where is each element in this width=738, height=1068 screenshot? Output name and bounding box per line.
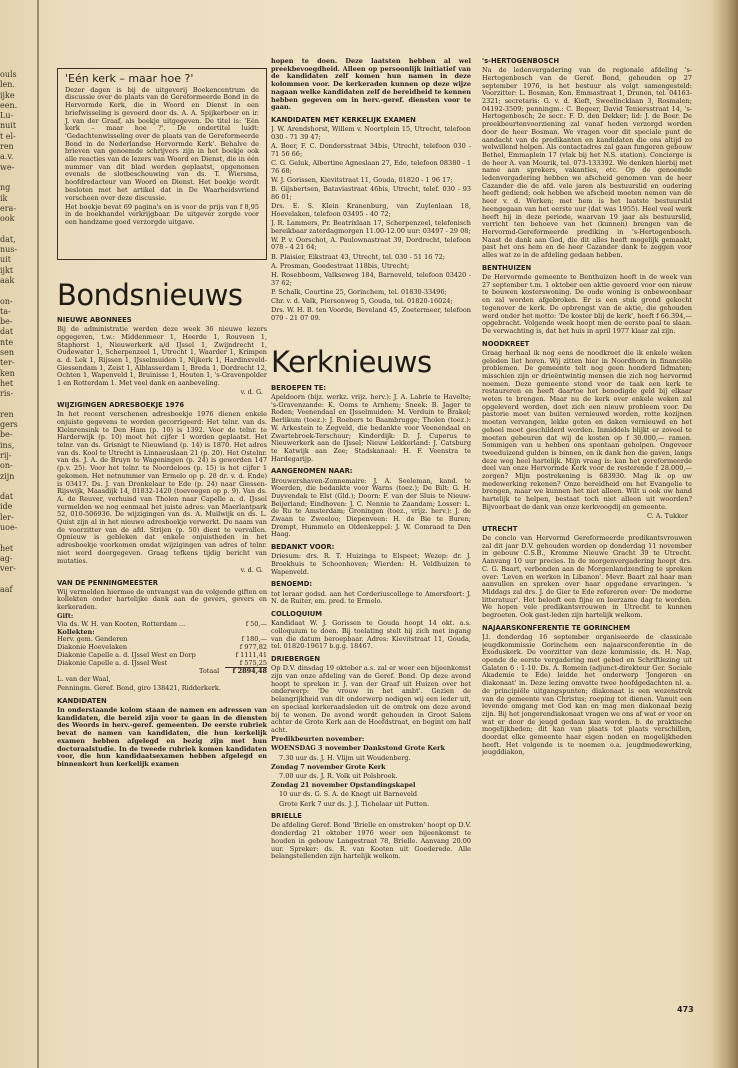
article-heading: KANDIDATEN	[57, 696, 107, 705]
previous-page-fragment: a.v.	[0, 152, 14, 162]
page-number: 473	[677, 1005, 694, 1014]
previous-page-fragment: nus-	[0, 245, 18, 255]
previous-page-fragment	[0, 482, 34, 492]
previous-page-fragment: ouls	[0, 70, 17, 79]
article-heading: BEDANKT VOOR:	[271, 543, 335, 552]
previous-page-fragment: aak	[0, 275, 15, 285]
previous-page-fragment	[0, 224, 34, 234]
candidate-entry: W. J. Gorissen, Kievitstraat 11, Gouda, 01820 - 1 96 17;	[271, 175, 453, 184]
previous-page-fragment	[0, 575, 34, 585]
candidate-entry: Chr. v. d. Valk, Piersonweg 5, Gouda, tel. 01820-16024;	[271, 297, 453, 306]
previous-page-fragment: ijkt	[0, 265, 14, 275]
donation-label: Via ds. W. H. van Kooten, Rotterdam ...	[57, 620, 186, 629]
previous-page-fragment: gers	[0, 420, 18, 430]
candidate-entry: C. G. Geluk, Albertine Agneslaan 27, Ede, telefoon 08380 - 1 76 68;	[271, 158, 471, 175]
previous-page-fragment	[0, 400, 34, 410]
previous-page-fragment: ken	[0, 368, 15, 378]
treasurer-name: L. van der Waal,	[57, 674, 111, 683]
article-heading: BRIELLE	[271, 812, 302, 821]
schedule-list	[271, 745, 471, 808]
article-text: In onderstaande kolom staan de namen en adressen van kandidaten, die bereid zijn voor te gaan in de diensten des Woords in herv.-geref. gemeenten. De eerste rubriek bevat de namen van kandidaten, die hun kerkelijk examen hebben afgelegd en bezig zijn met hun doctoraalstudie. In de tweede rubriek komen kandidaten voor, die hun kandidaatsexamen hebben afgelegd en binnenkort hun kerkelijk examen	[57, 706, 267, 768]
article-subheading: Predikbeurten november:	[271, 735, 365, 744]
previous-page-fragment: dat	[0, 327, 14, 337]
article-heading: AANGENOMEN NAAR:	[271, 467, 353, 476]
article-heading: KANDIDATEN MET KERKELIJK EXAMEN	[271, 115, 416, 124]
article-text: De afdeling Geref. Bond 'Brielle en omstreken' hoopt op D.V. donderdag 21 oktober 1976 weer een bijeenkomst te houden in gebouw Langestraat 78, Brielle. Aanvang 20.00 uur. Spreker: ds. R. van Kooten uit Goederede. Alle belangstellenden zijn hartelijk welkom.	[271, 821, 471, 861]
previous-page-fragment: dat	[0, 492, 14, 502]
article-text: Bij de administratie werden deze week 36 nieuwe lezers opgegeven, t.w.: Middenmeer 1, Heerde 1, Rouveen 1, Staphorst 1, Nieuwerkerk a/d IJssel 1, Zwijndrecht 1, Oudewater 1, Scherpenzeel 1, Utrecht 1, Waarder 1, Krimpen a. d. Lek 1, Rijssen 1, IJsselmuiden 1, Nijkerk 1, Hardinxveld-Giessendam 1, Zeist 1, Alblasserdam 1, Breda 1, Dordrecht 12, Ochten 1, Wapenveld 1, Bruinisse 1, Houten 1, 's-Gravenpolder 1 en Rotterdam 1. Met veel dank en aanbeveling.	[57, 325, 267, 388]
schedule-line: 10 uur ds. G. S. A. de Knegt uit Barneveld	[279, 790, 418, 799]
donation-value: f 575,25	[239, 658, 267, 667]
candidate-entry: P. Schalk, Courtine 25, Gorinchem, tel. 01830-33496;	[271, 287, 447, 296]
article-heading: VAN DE PENNINGMEESTER	[57, 578, 159, 587]
total-label: Totaal	[199, 666, 220, 675]
article-heading: BENOEMD:	[271, 580, 313, 589]
article-text: Op D.V. dinsdag 19 oktober a.s. zal er weer een bijeenkomst zijn van onze afdeling van de Geref. Bond. Op deze avond hoopt te spreken ir. J. van der Graaf uit Huizen over het onderwerp: 'De vrouw in het ambt'. Gezien de belangrijkheid van dit onderwerp nodigen wij een ieder uit, en speciaal kerkeraadsleden uit de omtrek om deze avond bij te wonen. De avond wordt gehouden in Groot Salem achter de Grote Kerk aan de Hoofdstraat, en begint om half acht.	[271, 664, 471, 734]
article-signature: v. d. G.	[240, 388, 263, 397]
candidate-entry: J. W. Arendshorst, Willem v. Noortplein 15, Utrecht, telefoon 030 - 71 39 47;	[271, 125, 471, 141]
previous-page-fragment: ler-	[0, 512, 14, 522]
donations-table	[57, 613, 267, 676]
donation-value: f 50,—	[245, 620, 267, 629]
previous-page-fragment: ren	[0, 409, 14, 419]
previous-page-fragment: nte	[0, 337, 14, 347]
article-text: Brouwershaven-Zonnemaire: J. A. Seeleman, kand. te Woerden, die bedankte voor Warns (toez.); De Bilt: G. H. Duyvendak te Elst (Gld.); Doorn: F. van der Sluis te Nieuw-Beijerland; Eindhoven: J. C. Nennie te Zaandam; Losser: L. de Ru te Amsterdam; Groningen (toez., vrijz. herv.): J. de Zwaan te Zweeloo; Diepenveen: H. de Bie te Buren; Drempt, Hummelo en Oldenkeppel: J. W. Comraad te Den Haag.	[271, 476, 471, 539]
previous-page-fragment: ins,	[0, 440, 15, 450]
previous-page-fragment: uit	[0, 255, 11, 265]
article-text: Driesum: drs. R. T. Huizinga te Elspeet; Wezep: dr. J. Broekhuis te Schoonhoven; Wierden: H. Veldhuizen te Wapenveld.	[271, 552, 471, 576]
candidate-entry: B. Plaisier, Eikstraat 43, Utrecht, tel. 030 - 51 16 72;	[271, 252, 445, 261]
schedule-line: 7.30 uur ds. J. H. Vlijm uit Woudenberg.	[279, 753, 411, 762]
previous-page-fragment: ta-	[0, 306, 11, 316]
article-text: Graag herhaal ik nog eens de noodkreet die ik enkele weken geleden liet horen. Wij zitten hier in Noordhorn in financiële problemen. De gemeente telt nog geen honderd lidmaten; misschien zijn er drieëntwintig mensen die zich nog hervormd noemen. Deze gemeente stond voor de taak een kerk te restaureren en heeft daartoe het benodigde geld bij elkaar weten te brengen. Maar nu de kerk over enkele weken zal opgeleverd worden, doet zich een nieuw probleem voor. De pastorie moet van buiten vernieuwd worden, rotte kozijnen moeten vervangen, lekke goten en daken vernieuwd en het geheel moet geschilderd worden. Inmiddels blijkt er zoveel te moeten gebeuren dat wij de kosten op f 30.000,— ramen. Sommigen van u hebben ons spontaan geholpen. Ongeveer tweeduizend gulden is binnen, en ik dank hen die gaven, langs deze weg heel hartelijk. Mijn vraag is: kan het gereformeerde deel van onze Hervormde Kerk voor de resterende f 28.000,— zorgen? Mijn postrekening is 683930. Mag ik op uw medewerking rekenen? Onze bereidheid om het Evangelie te brengen, maar we kunnen het niet alleen. Wilt u ook uw hand hartelijk te helpen, bestaat toch niet alleen uit woorden? Bijvoorbaat de dank van onze kerkvoogdij en gemeente.	[482, 348, 692, 511]
article-heading: NIEUWE ABONNEES	[57, 316, 132, 324]
donation-label: Diakonie Capelle a. d. IJssel West	[57, 658, 168, 667]
article-heading: BEROEPEN TE:	[271, 383, 327, 392]
article-text: Kandidaat W. J. Gorissen te Gouda hoopt 14 okt. a.s. colloquium te doen. Bij toelating stelt hij zich met ingang van die datum beroepbaar. Adres: Kievitstraat 11, Gouda, tel. 01820-19617 b.g.g. 18467.	[271, 619, 471, 651]
column-right	[482, 58, 692, 1018]
candidate-entry: H. Rosebboom, Valkseweg 184, Barneveld, telefoon 03420 - 37 62;	[271, 271, 471, 287]
article-text: hopen te doen. Deze laatsten hebben al wel preekbevoegdheid. Alleen op persoonlijk initiatief van de kandidaten zelf komen hun namen in deze kolommen voor. De kerkeraden kunnen op deze wijze nagaan welke kandidaten zelf de bereidheid te kennen hebben gegeven om in herv.-geref. diensten voor te gaan.	[271, 58, 471, 112]
article-text: In het recent verschenen adresboekje 1976 dienen enkele onjuiste gegevens te worden gecorrigeerd: Het telnr. van ds. Kleinrensink te Den Ham (p. 10) is 1392. Voor de telnr. te Harderwijk (p. 10) moet het cijfer 1 worden geplaatst. Het telnr. van ds. Grisnigt te Nieuwland (p. 14) is 1870. Het adres van ds. Kool te Utrecht is Linnaeuslaan 21 (p. 20). Het Ostelnr. van ds. J. A. de Bruyn te Wageningen (p. 24) is geworden 147 (p.v. 25). Voor het telnr. te Noordeloos (p. 15) is het cijfer 1 gekomen. Het netnummer van Ermelo op p. 28 dr. v. d. Ende) is 03417. Ds. J. van Dronkelaar te Ede (p. 24) naar Giessen-Rijswijk, Maasdijk 14, 01832-1420 (toevoegen op p. 9). Van ds. A. de Reuver, verhuisd van Tholen naar Capelle a. d. IJssel vermelden we nog eenmaal het juiste adres: van Maerlantpark 52, 010-506936. De wijzigingen van ds. A. Muilwijk en ds. L. Quist zijn al in het nieuwe adresboekje verwerkt. De naam van de voorzitter van de afd. Strijen (p. 50) dient te vervallen. Opnieuw is gebleken dat enkele onjuistheden in het adresboekje voorkomen omdat wijzigingen van adres of telnr. niet werd doorgegeven. Graag tefkens tijdig bericht van mutaties.	[57, 410, 267, 565]
donation-label: Diakonie Capelle a. d. IJssel West en Dorp	[57, 650, 196, 659]
previous-page-fragment: sen	[0, 348, 14, 358]
previous-page-fragment	[0, 533, 34, 543]
previous-page-fragment: len.	[0, 80, 15, 90]
page-gutter	[37, 0, 39, 1068]
article-heading: NAJAARSKONFERENTIE TE GORINCHEM	[482, 623, 631, 632]
candidate-entry: J. R. Lammers, Pr. Beatrixlaan 17, Scherpenzeel, telefonisch bereikbaar zaterdagmorgen 11.00-12.00 uur: 03497 - 29 08;	[271, 218, 471, 235]
previous-page-fragment: ag-	[0, 553, 13, 563]
candidate-entry: B. Gijsbertsen, Bataviastraat 46bis, Utrecht, telef. 030 - 93 86 01;	[271, 185, 471, 201]
previous-page-fragment: uoe-	[0, 523, 18, 533]
article-text: De Hervormde gemeente te Benthuizen heeft in de week van 27 september t.m. 1 oktober een aktie gevoerd voor een nieuw te bouwen kosterswoning. De oude woning is onbewoonbaar en zal worden afgebroken. Er is een stuk grond gekocht tegenover de kerk. De opbrengst van de aktie, die gehouden werd onder het motto: 'De koster blij de kerk', heeft f 66.394,— opgebracht. Volgende week hoopt men de eerste paal te slaan. De verwachting is, dat het huis in april 1977 klaar zal zijn.	[482, 272, 692, 335]
previous-page-fragment: een.	[0, 100, 18, 110]
article-signature: C. A. Tukker	[646, 512, 688, 521]
section-heading-kerknieuws: Kerknieuws	[271, 344, 432, 379]
previous-page-fragment: ver-	[0, 564, 16, 574]
previous-page-fragment: rij-	[0, 450, 12, 460]
donation-label: Diakonie Hoevelaken	[57, 643, 128, 652]
candidate-entry: W. P. v. Oorschot, A. Paulownastraat 39, Dordrecht, telefoon 078 - 4 21 64;	[271, 235, 471, 252]
previous-page-fragment: ng	[0, 183, 11, 193]
previous-page-fragment: zijn	[0, 471, 15, 481]
article-text: Wij vermelden hiermee de ontvangst van de volgende giften en kollekten onder hartelijke dank aan de gevers, gevers en kerkeraden.	[57, 587, 267, 612]
donation-value: f 977,82	[239, 643, 267, 652]
previous-page-fragment: be-	[0, 430, 13, 440]
previous-page-fragment: we-	[0, 162, 15, 172]
column-middle	[271, 58, 471, 1018]
box-paragraph: Dezer dagen is bij de uitgeverij Boekencentrum de discussie over de plaats van de Gereformeerde Bond in de Hervormde Kerk, die in Woord en Dienst in een briefwisseling is gevoerd door ds. A. A. Spijkerboer en ir. J. van der Graaf, als boekje uitgegeven. De titel is: 'Eén kerk – maar hoe ?'. De ondertitel luidt: 'Gedachtenwisseling over de plaats van de Gereformeerde Bond in de Nederlandse Hervormde Kerk'. Behalve de brieven van genoemde schrijvers zijn in het boekje ook alle reacties van de lezers van Woord en Dienst, die in één nummer van dit blad werden geplaatst, opgenomen evenals de slotbeschouwing van ds. T. Wiersma, hoofdredacteur van Woord en Dienst. Het boekje wordt besloten met het artikel dat in De Waarheidsvriend verscheen over deze discussie.	[65, 85, 259, 202]
previous-page-fragment: nuit	[0, 121, 17, 131]
box-paragraph: Het boekje bevat 69 pagina's en is voor de prijs van f 8,95 in de boekhandel verkrijgbaar. De uitgever zorgde voor een handzame goed verzorgde uitgave.	[65, 202, 259, 227]
article-heading: DRIEBERGEN	[271, 655, 321, 664]
previous-page-fragment: ik	[0, 193, 8, 203]
section-heading-bondsnieuws: Bondsnieuws	[57, 278, 243, 312]
article-signature: v. d. G.	[240, 565, 263, 574]
article-heading: COLLOQUIUM	[271, 610, 323, 619]
schedule-line: Zondag 7 november Grote Kerk	[271, 762, 386, 771]
previous-page-fragment: be-	[0, 317, 13, 327]
article-heading: BENTHUIZEN	[482, 263, 532, 272]
previous-page-fragment: aaf	[0, 584, 13, 594]
total-value: f 2894,48	[225, 668, 267, 676]
box-title: 'Eén kerk – maar hoe ?'	[65, 72, 194, 85]
treasurer-address: Penningm. Geref. Bond, giro 138421, Ridderkerk.	[57, 684, 221, 693]
article-text: Apeldoorn (bijz. werkz. vrijz. herv.): J. A. Labrie te Havelte; 's-Gravenzande: K. Ooms te Arnhem; Sneek: B. Jager te Roden; Veenendaal en IJsselmuiden: M. Verduin te Brakel; Berlikum (toez.): J. Roebers te Baambrugge; Tholen (toez.): W. Arkestein te Zegveld, die bedankte voor Veenendaal en Zwartebroek-Terschuur; Kinderdijk: D. J. Cuperus te Nieuwerkerk aan de IJssel; Nieuw Lekkerland: J. Catsburg te Katwijk aan Zee; Stadskanaal: H. F. Veenstra te Hardegarijp.	[271, 393, 471, 463]
article-heading: WIJZIGINGEN ADRESBOEKJE 1976	[57, 401, 185, 410]
column-left	[57, 58, 267, 1018]
previous-page-fragment: dat,	[0, 234, 16, 244]
article-text: tot leraar godsd. aan het Corderiuscollege te Amersfoort: J. N. de Ruiter, em. pred. te Ermelo.	[271, 589, 471, 606]
candidate-entry: Drs. W. H. B. ten Voorde, Beveland 45, Zoetermeer, telefoon 079 - 21 07 09.	[271, 306, 471, 323]
previous-page-fragment	[0, 173, 34, 183]
article-text: De conclo van Hervormd Gereformeerde predikantsvrouwen zal dit jaar D.V. gehouden worden op donderdag 11 november in gebouw C.S.B., Kromme Nieuwe Gracht 39 te Utrecht. Aanvang 10 uur precies. In de morgenvergadering hoopt drs. C. G. Baart, verbonden aan de Morgenlandzending te spreken over: 'Leven en werken in Libanon'. Mevr. Baart zal haar man aanvullen en spreken over haar opgedane ervaringen. 's Middags zal drs. J. de Gier te Ede refereren over: 'De moderne litteratuur'. Het belooft een fijne en leerzame dag te worden. We hopen vele predikantsvrouwen in Utrecht te kunnen begroeten. Ook gast-leden zijn hartelijk welkom.	[482, 533, 692, 620]
schedule-line: Zondag 21 november Opstandingskapel	[271, 781, 416, 790]
candidates-list	[271, 126, 471, 323]
previous-page-fragment: on-	[0, 461, 13, 471]
article-text: Na de ledenvergadering van de regionale afdeling 's-Hertogenbosch van de Geref. Bond, gehouden op 27 september 1976, is het bestuur als volgt samengesteld: Voorzitter: L. Bosman, Kon. Emmastraat 1, Drunen, tel. 04163-2321; secretaris: G. v. d. Kieft, Sweelincklaan 3, Rosmalen; 04192-3509; penningm.: C. Begeer, David Teniersstraat 14, 's-Hertogenbosch; 2e secr.: F. D. den Dekker; lid: J. de Boer. De preekbeurtenvoorziening zal vanaf heden verzorgd worden door de heer Bosman. We vragen voor dit speciale punt de aandacht van de predikanten en kandidaten die ons altijd zo welwillend helpen. Als contactadres zal gaan fungeren gebouw Bethel, Emmaplein 17 (vlak bij het N.S. station). Concierge is de heer A. van Mourik, tel. 073-133392. We denken hierbij met name aan sprekers, vakanties, etc. Op de genoemde ledenvergadering hebben we afscheid genomen van de heer Cazander die de afd. vele jaren als bestuurslid en oudering heeft gediend; ook hebben we afscheid moeten nemen van de heer v. d. Werken; met hem is het laatste bestuurslid heengegaan van het eerste uur (dat was 1955). Heel veel werk heeft hij in deze periode, waarvan 19 jaar als bestuurslid, verricht ten behoeve van het (kunnen) brengen van de Hervormd-Gereformeerde prediking in 's-Hertogenbosch. Naast de dank aan God, die dit alles heeft mogelijk gemaakt, past het ons hem en de heer Cazander dank te zeggen voor alles wat ze in de afdeling gedaan hebben.	[482, 66, 692, 260]
previous-page-fragment	[0, 286, 34, 296]
previous-page-fragment: Lu-	[0, 111, 14, 121]
previous-page-fragment: on-	[0, 296, 13, 306]
donation-value: f 180,—	[241, 635, 267, 644]
article-heading: NOODKREET	[482, 339, 530, 348]
donations-label: Kollekten:	[57, 627, 95, 636]
donation-label: Herv. gem. Genderen	[57, 635, 128, 644]
donation-value: f 1111,41	[235, 650, 267, 659]
announcement-box	[57, 68, 267, 260]
previous-page-fragment: t el-	[0, 131, 16, 141]
previous-page-column	[0, 70, 34, 595]
previous-page-fragment: ide	[0, 502, 13, 512]
schedule-line: WOENSDAG 3 november Dankstond Grote Kerk	[271, 744, 445, 753]
schedule-line: 7.00 uur ds. J. R. Volk uit Polsbroek.	[279, 771, 398, 780]
previous-page-fragment: het	[0, 543, 14, 553]
candidate-entry: A. Boer, F. C. Dondersstraat 34bis, Utrecht, telefoon 030 - 71 56 66;	[271, 142, 471, 158]
previous-page-fragment: ook	[0, 214, 15, 224]
previous-page-fragment: ter-	[0, 358, 15, 368]
schedule-line: Grote Kerk 7 uur ds. J. J. Tichelaar uit Putten.	[279, 799, 430, 808]
article-text: J.l. donderdag 16 september organiseerde de classicale jeugdkommissie Gorinchem een najaarsconferentie in de Exoduskerk. De voorzitter van deze kommissie, ds. H. Nap, opende de eerste vergadering met gebed en Schriftlezing uit Galaten 6 : 1-10. Ds. A. Romein (adjunct-direkteur Ger. Sociale Akademie te Ede) leidde het onderwerp 'Jongeren en diakonaat' in. Deze lezing omvatte twee hoofdgedachten nl. a. de principiële uitgangspunten; diakonaat is een wezenstrek van de gemeente van Christus; roeping tot dienen. Vanuit een levende omgang met God kan en mag men diakonaal bezig zijn. Bij het jongerendiakonaat vragen we ons af wat er voor en wat er door de jeugd gedaan kan worden. b. de praktische mogelijkheden; dit kan van plaats tot plaats verschillen, doordat elke gemeente haar eigen noden en mogelijkheden heeft. Het volgende is te noemen o.a. jeugdmedewerking, jeugddiakon,	[482, 632, 692, 757]
page-edge-shadow	[712, 0, 738, 1068]
previous-page-fragment: het	[0, 378, 14, 388]
article-heading: UTRECHT	[482, 524, 518, 533]
article-heading: 's-HERTOGENBOSCH	[482, 58, 560, 65]
previous-page-fragment: ris-	[0, 389, 14, 399]
candidate-entry: A. Prosman, Goedestraat 118bis, Utrecht;	[271, 261, 410, 270]
previous-page-fragment: ren	[0, 142, 14, 152]
donations-label: Gift:	[57, 612, 74, 621]
previous-page-fragment: ijke	[0, 90, 15, 100]
candidate-entry: Drs. E. S. Klein Kranenburg, van Zuylenlaan 18, Hoevelaken, telefoon 03495 - 40 72;	[271, 201, 471, 218]
previous-page-fragment: era-	[0, 203, 17, 213]
